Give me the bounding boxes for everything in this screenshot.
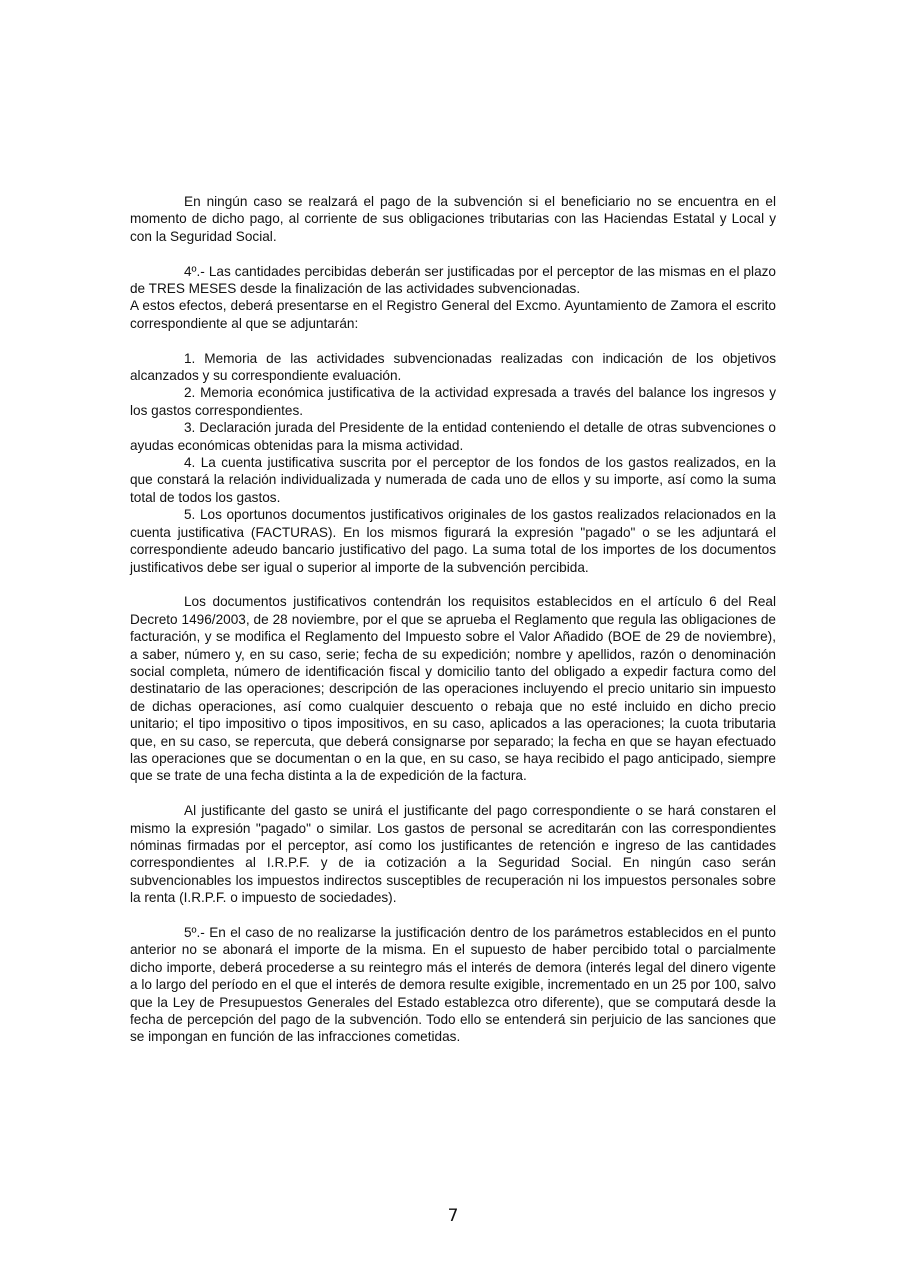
list-item: 1. Memoria de las actividades subvencionadas realizadas con indicación de los objetivos alcanzados y su correspondiente evaluación. xyxy=(130,350,776,384)
paragraph-payment-condition: En ningún caso se realzará el pago de la subvención si el beneficiario no se encuentra en el momento de dicho pago, al corriente de sus obligaciones tributarias con las Haciendas Estatal y Local y con la Seguridad Social. xyxy=(130,194,776,244)
paragraph-gap xyxy=(130,907,776,924)
paragraph-registry-submission: A estos efectos, deberá presentarse en el Registro General del Excmo. Ayuntamiento de Zamora el escrito correspondiente al que se adjuntarán: xyxy=(130,298,776,331)
paragraph-justification-deadline: 4º.- Las cantidades percibidas deberán ser justificadas por el perceptor de las mismas en el plazo de TRES MESES desde la finalización de las actividades subvencionadas. xyxy=(130,263,776,297)
paragraph-gap xyxy=(130,332,776,349)
list-item: 5. Los oportunos documentos justificativos originales de los gastos realizados relacionados en la cuenta justificativa (FACTURAS). En los mismos figurará la expresión "pagado" o se les adjuntará el correspondiente adeudo bancario justificativo del pago. La suma total de los importes de los documentos justificativos debe ser igual o superior al importe de la subvención percibida. xyxy=(130,507,776,575)
paragraph-gap xyxy=(130,576,776,593)
paragraph-gap xyxy=(130,245,776,262)
list-item: 4. La cuenta justificativa suscrita por el perceptor de los fondos de los gastos realizados, en la que constará la relación individualizada y numerada de cada uno de ellos y su importe, así como la suma total de todos los gastos. xyxy=(130,455,776,505)
page-number: 7 xyxy=(447,1206,459,1226)
list-item: 3. Declaración jurada del Presidente de la entidad conteniendo el detalle de otras subvenciones o ayudas económicas obtenidas para la misma actividad. xyxy=(130,420,776,453)
list-item: 2. Memoria económica justificativa de la actividad expresada a través del balance los ingresos y los gastos correspondientes. xyxy=(130,385,776,418)
paragraph-gap xyxy=(130,785,776,802)
paragraph-reimbursement: 5º.- En el caso de no realizarse la justificación dentro de los parámetros establecidos en el punto anterior no se abonará el importe de la misma. En el supuesto de haber percibido total o parcialmente dicho importe, deberá procederse a su reintegro más el interés de demora (interés legal del dinero vigente a lo largo del período en el que el interés de demora resulte exigible, incrementado en un 25 por 100, salvo que la Ley de Presupuestos Generales del Estado establezca otro diferente), que se computará desde la fecha de percepción del pago de la subvención. Todo ello se entenderá sin perjuicio de las sanciones que se impongan en función de las infracciones cometidas. xyxy=(130,924,776,1045)
paragraph-invoice-requirements: Los documentos justificativos contendrán los requisitos establecidos en el artículo 6 del Real Decreto 1496/2003, de 28 noviembre, por el que se aprueba el Reglamento que regula las obligaciones de facturación, y se modifica el Reglamento del Impuesto sobre el Valor Añadido (BOE de 29 de noviembre), a saber, número y, en su caso, serie; fecha de su expedición; nombre y apellidos, razón o denominación social completa, número de identificación fiscal y domicilio tanto del obligado a expedir factura como del destinatario de las operaciones; descripción de las operaciones incluyendo el precio unitario sin impuesto de dichas operaciones, así como cualquier descuento o rebaja que no esté incluido en dicho precio unitario; el tipo impositivo o tipos impositivos, en su caso, aplicados a las operaciones; la cuota tributaria que, en su caso, se repercuta, que deberá consignarse por separado; la fecha en que se hayan efectuado las operaciones que se documentan o en la que, en su caso, se haya recibido el pago anticipado, siempre que se trate de una fecha distinta a la de expedición de la factura. xyxy=(130,594,776,784)
paragraph-payment-proof: Al justificante del gasto se unirá el justificante del pago correspondiente o se hará constaren el mismo la expresión "pagado" o similar. Los gastos de personal se acreditarán con las correspondientes nóminas firmadas por el perceptor, así como los justificantes de retención e ingreso de las cantidades correspondientes al I.R.P.F. y de ia cotización a la Seguridad Social. En ningún caso serán subvencionables los impuestos indirectos susceptibles de recuperación ni los impuestos personales sobre la renta (I.R.P.F. o impuesto de sociedades). xyxy=(130,803,776,906)
document-body xyxy=(130,193,776,1046)
